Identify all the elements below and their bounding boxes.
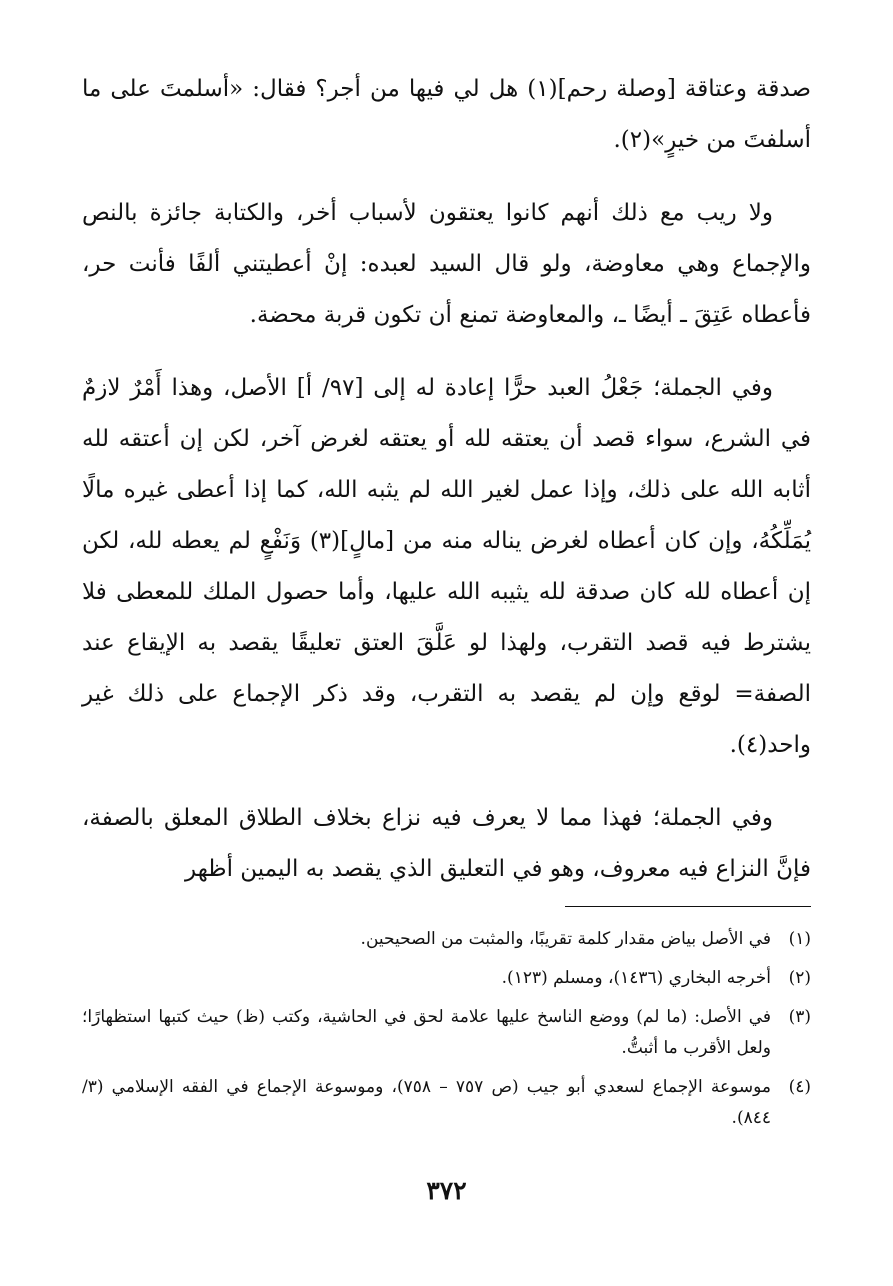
footnotes [82, 924, 811, 1142]
footnote-text: في الأصل بياض مقدار كلمة تقريبًا، والمثبت من الصحيحين. [360, 929, 771, 949]
paragraph: ولا ريب مع ذلك أنهم كانوا يعتقون لأسباب أخر، والكتابة جائزة بالنص والإجماع وهي معاوضة، ولو قال السيد لعبده: إنْ أعطيتني ألفًا فأنت حر، فأعطاه عَتِقَ ـ أيضًا ـ، والمعاوضة تمنع أن تكون قربة محضة. [82, 200, 811, 328]
footnote [82, 963, 811, 994]
paragraph: وفي الجملة؛ جَعْلُ العبد حرًّا إعادة له إلى [٩٧/ أ] الأصل، وهذا أَمْرٌ لازمٌ في الشرع، سواء قصد أن يعتقه لله أو يعتقه لغرض آخر، لكن إن أعتقه لله أثابه الله على ذلك، وإذا عمل لغير الله لم يثبه الله، كما إذا أعطى غيره مالًا يُمَلِّكُهُ، وإن كان أعطاه لغرض يناله منه من [مالٍ](٣) وَنَفْعٍ لم يعطه لله، لكن إن أعطاه لله كان صدقة لله يثيبه الله عليها، وأما حصول الملك للمعطى فلا يشترط فيه قصد التقرب، ولهذا لو عَلَّقَ العتق تعليقًا يقصد به الإيقاع عند الصفة= لوقع وإن لم يقصد به التقرب، وقد ذكر الإجماع على ذلك غير واحد(٤). [82, 375, 811, 758]
footnote-number: (٣) [788, 1007, 811, 1027]
paragraph: صدقة وعتاقة [وصلة رحم](١) هل لي فيها من أجر؟ فقال: «أسلمتَ على ما أسلفتَ من خيرٍ»(٢). [82, 76, 811, 153]
footnote-text: في الأصل: (ما لم) ووضع الناسخ عليها علامة لحق في الحاشية، وكتب (ظ) حيث كتبها استظهارًا؛ ولعل الأقرب ما أثبتُّ. [82, 1007, 771, 1058]
footnote [82, 924, 811, 955]
footnote [82, 1072, 811, 1134]
footnote-separator [565, 906, 811, 907]
footnote-number: (٤) [788, 1077, 811, 1097]
footnote-text: موسوعة الإجماع لسعدي أبو جيب (ص ٧٥٧ – ٧٥٨)، وموسوعة الإجماع في الفقه الإسلامي (٣/ ٨٤٤). [82, 1077, 772, 1128]
paragraph: وفي الجملة؛ فهذا مما لا يعرف فيه نزاع بخلاف الطلاق المعلق بالصفة، فإنَّ النزاع فيه معروف، وهو في التعليق الذي يقصد به اليمين أظهر [82, 805, 811, 882]
footnote-number: (٢) [788, 968, 811, 988]
footnote-text: أخرجه البخاري (١٤٣٦)، ومسلم (١٢٣). [501, 968, 771, 988]
page-number: ٣٧٢ [426, 1176, 467, 1205]
footnote [82, 1002, 811, 1064]
footnote-number: (١) [788, 929, 811, 949]
main-text [82, 64, 811, 917]
